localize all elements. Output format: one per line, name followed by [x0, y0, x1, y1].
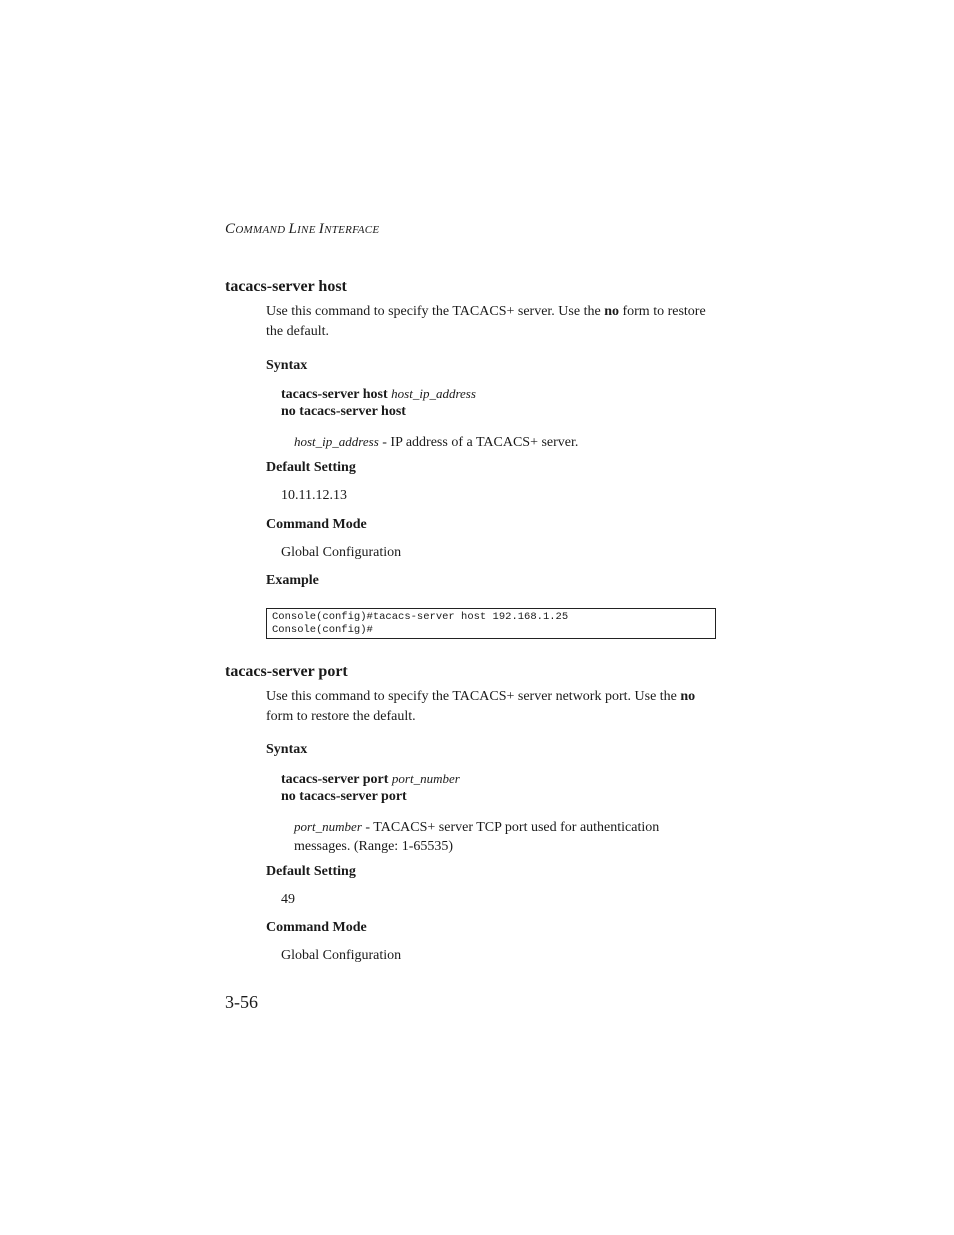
parameter-description-port: port_number - TACACS+ server TCP port used for authentication messages. (Range: 1-65535): [294, 819, 660, 854]
code-line: Console(config)#tacacs-server host 192.168.1.25: [272, 611, 569, 623]
syntax-command-host: tacacs-server host host_ip_address: [281, 386, 476, 402]
code-line: Console(config)#: [272, 624, 373, 636]
command-mode-value-host: Global Configuration: [281, 545, 402, 560]
default-setting-heading-port: Default Setting: [266, 864, 356, 879]
page-number: 3-56: [225, 992, 258, 1012]
running-header: COMMAND LINE INTERFACE: [225, 221, 380, 237]
command-mode-heading-port: Command Mode: [266, 920, 367, 935]
example-heading-host: Example: [266, 573, 319, 588]
default-setting-value-port: 49: [281, 892, 295, 907]
syntax-heading-host: Syntax: [266, 358, 308, 373]
section-description-port: Use this command to specify the TACACS+ server network port. Use the no form to restore the default.: [266, 689, 696, 724]
default-setting-heading-host: Default Setting: [266, 460, 356, 475]
syntax-no-command-port: no tacacs-server port: [281, 789, 407, 804]
command-mode-value-port: Global Configuration: [281, 948, 402, 963]
example-code-box: [266, 608, 716, 639]
default-setting-value-host: 10.11.12.13: [281, 488, 347, 503]
section-title-host: tacacs-server host: [225, 278, 347, 295]
command-mode-heading-host: Command Mode: [266, 517, 367, 532]
section-description-host: Use this command to specify the TACACS+ server. Use the no form to restore the default.: [266, 304, 706, 339]
syntax-no-command-host: no tacacs-server host: [281, 404, 406, 419]
section-title-port: tacacs-server port: [225, 663, 348, 680]
syntax-command-port: tacacs-server port port_number: [281, 771, 460, 787]
syntax-heading-port: Syntax: [266, 742, 308, 757]
parameter-description-host: host_ip_address - IP address of a TACACS+ server.: [294, 434, 579, 450]
